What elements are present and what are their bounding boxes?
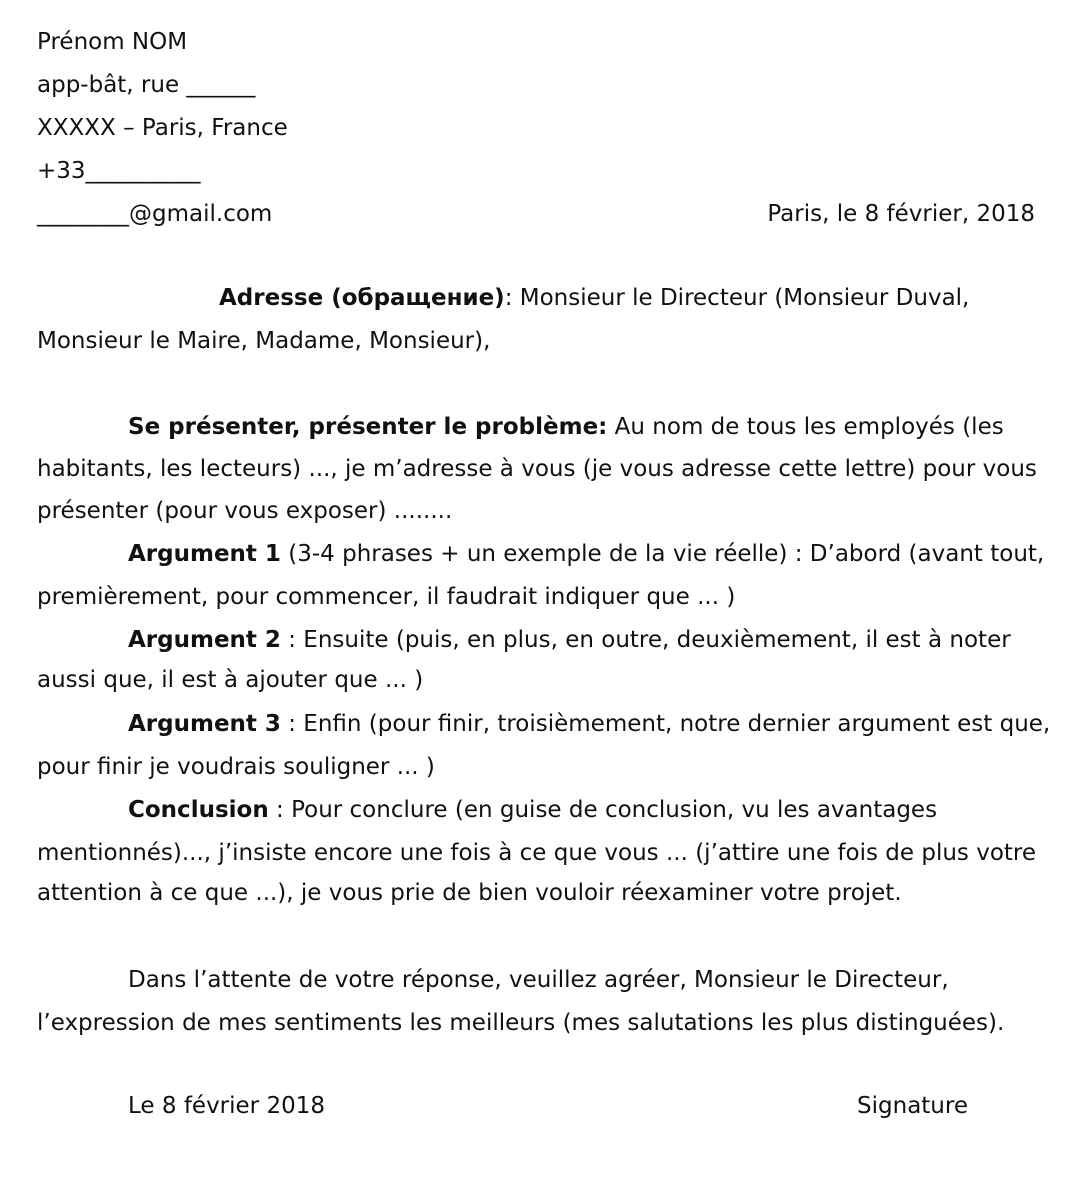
intro-text-1: Au nom de tous les employés (les xyxy=(607,414,1004,440)
sender-email: ________@gmail.com xyxy=(37,201,273,227)
sender-name: Prénom NOM xyxy=(37,29,188,55)
argument-1-line-1 xyxy=(128,540,1044,568)
argument-2-line-1 xyxy=(128,626,1011,654)
argument-2-line-2: aussi que, il est à ajouter que ... ) xyxy=(37,667,424,693)
date-place: Paris, le 8 février, 2018 xyxy=(767,201,1035,227)
closing-line-1: Dans l’attente de votre réponse, veuillez agréer, Monsieur le Directeur, xyxy=(128,967,949,993)
conclusion-text-1: : Pour conclure (en guise de conclusion, vu les avantages xyxy=(268,797,938,823)
intro-line-2: habitants, les lecteurs) ..., je m’adresse à vous (je vous adresse cette lettre) pour vous xyxy=(37,456,1037,482)
address-label: Adresse (обращение) xyxy=(219,285,505,311)
conclusion-line-2: mentionnés)..., j’insiste encore une fois à ce que vous ... (j’attire une fois de plus votre xyxy=(37,840,1037,866)
address-text-1: : Monsieur le Directeur (Monsieur Duval, xyxy=(504,285,970,311)
argument-1-text-1: (3-4 phrases + un exemple de la vie réelle) : D’abord (avant tout, xyxy=(280,541,1045,567)
argument-1-line-2: premièrement, pour commencer, il faudrait indiquer que ... ) xyxy=(37,584,736,610)
argument-3-text-1: : Enfin (pour finir, troisièmement, notre dernier argument est que, xyxy=(280,711,1051,737)
argument-2-label: Argument 2 xyxy=(128,627,281,653)
intro-label: Se présenter, présenter le problème: xyxy=(128,414,608,440)
sender-city: XXXXX – Paris, France xyxy=(37,115,288,141)
closing-line-2: l’expression de mes sentiments les meilleurs (mes salutations les plus distinguées). xyxy=(37,1010,1005,1036)
sender-phone: +33__________ xyxy=(37,158,201,184)
argument-3-label: Argument 3 xyxy=(128,711,281,737)
address-line-1 xyxy=(219,284,969,312)
argument-3-line-2: pour finir je voudrais souligner ... ) xyxy=(37,754,435,780)
intro-line-3: présenter (pour vous exposer) ........ xyxy=(37,498,453,524)
address-line-2: Monsieur le Maire, Madame, Monsieur), xyxy=(37,328,491,354)
conclusion-line-1 xyxy=(128,796,937,824)
argument-1-label: Argument 1 xyxy=(128,541,281,567)
sender-address: app-bât, rue ______ xyxy=(37,72,256,98)
intro-line-1 xyxy=(128,413,1004,441)
conclusion-label: Conclusion xyxy=(128,797,269,823)
conclusion-line-3: attention à ce que ...), je vous prie de bien vouloir réexaminer votre projet. xyxy=(37,880,902,906)
argument-2-text-1: : Ensuite (puis, en plus, en outre, deuxièmement, il est à noter xyxy=(280,627,1011,653)
footer-date: Le 8 février 2018 xyxy=(128,1093,325,1119)
signature-label: Signature xyxy=(857,1093,968,1119)
argument-3-line-1 xyxy=(128,710,1050,738)
